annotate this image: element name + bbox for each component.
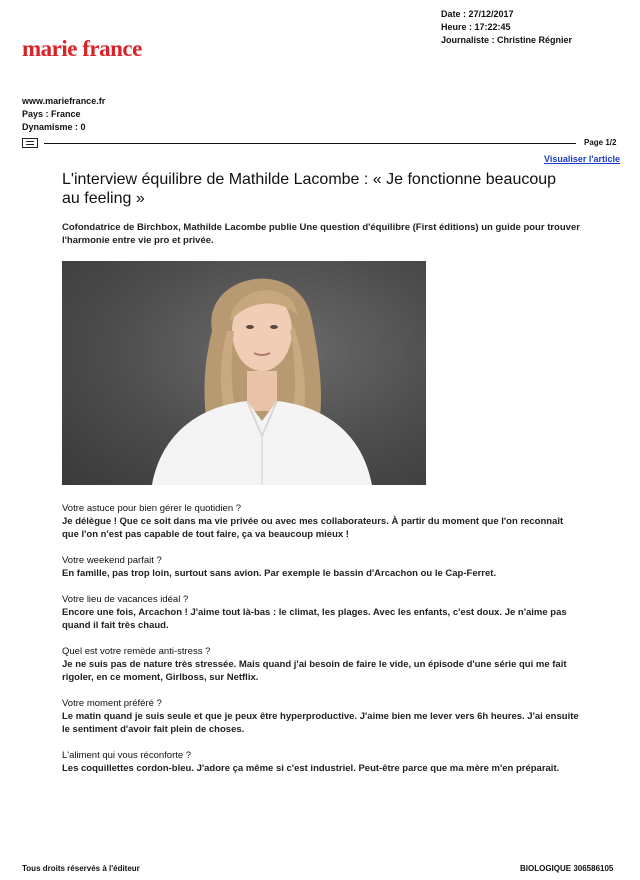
answer: En famille, pas trop loin, surtout sans avion. Par exemple le bassin d'Arcachon ou le Cap-Ferret. bbox=[62, 568, 497, 579]
interview-body bbox=[62, 502, 582, 788]
portrait-illustration bbox=[62, 261, 426, 485]
answer: Je ne suis pas de nature très stressée. Mais quand j'ai besoin de faire le vide, un épisode d'une série qui me fait rigoler, en ce moment, Girlboss, sur Netflix. bbox=[62, 659, 567, 683]
article-lede: Cofondatrice de Birchbox, Mathilde Lacombe publie Une question d'équilibre (First éditions) un guide pour trouver l'harmonie entre vie pro et privée. bbox=[62, 222, 580, 246]
question: Quel est votre remède anti-stress ? bbox=[62, 646, 211, 657]
answer: Le matin quand je suis seule et que je peux être hyperproductive. J'aime bien me lever vers 6h heures. J'ai ensuite le sentiment d'avoir fait plein de choses. bbox=[62, 711, 579, 735]
footer-rights: Tous droits réservés à l'éditeur bbox=[22, 864, 140, 873]
journalist-label: Journaliste : Christine Régnier bbox=[441, 35, 573, 45]
view-article-link[interactable]: Visualiser l'article bbox=[544, 154, 621, 164]
qa-item bbox=[62, 554, 582, 580]
time-label: Heure : 17:22:45 bbox=[441, 22, 511, 32]
article-meta bbox=[441, 8, 572, 47]
publication-logo: marie france bbox=[22, 36, 142, 61]
site-url: www.mariefrance.fr bbox=[22, 96, 106, 106]
portrait-photo bbox=[62, 261, 426, 485]
qa-item bbox=[62, 749, 582, 775]
divider bbox=[44, 143, 576, 144]
question: Votre astuce pour bien gérer le quotidien ? bbox=[62, 503, 242, 514]
article-icon bbox=[22, 138, 38, 148]
article-title: L'interview équilibre de Mathilde Lacombe : « Je fonctionne beaucoup au feeling » bbox=[62, 171, 557, 207]
page-number: Page 1/2 bbox=[584, 138, 617, 147]
date-label: Date : 27/12/2017 bbox=[441, 9, 514, 19]
footer-code: BIOLOGIQUE 306586105 bbox=[520, 864, 614, 873]
answer: Les coquillettes cordon-bleu. J'adore ça même si c'est industriel. Peut-être parce que ma mère m'en préparait. bbox=[62, 763, 560, 774]
question: Votre moment préféré ? bbox=[62, 698, 162, 709]
source-meta bbox=[22, 95, 105, 134]
question: Votre weekend parfait ? bbox=[62, 555, 162, 566]
answer: Encore une fois, Arcachon ! J'aime tout là-bas : le climat, les plages. Avec les enfants, c'est doux. Je n'aime pas quand il fait très chaud. bbox=[62, 607, 567, 631]
country-label: Pays : France bbox=[22, 109, 81, 119]
qa-item bbox=[62, 502, 582, 541]
answer: Je délègue ! Que ce soit dans ma vie privée ou avec mes collaborateurs. À partir du moment que l'on reconnaît que l'on n'est pas capable de tout faire, ça va beaucoup mieux ! bbox=[62, 516, 564, 540]
question: L'aliment qui vous réconforte ? bbox=[62, 750, 192, 761]
qa-item bbox=[62, 645, 582, 684]
qa-item bbox=[62, 697, 582, 736]
qa-item bbox=[62, 593, 582, 632]
question: Votre lieu de vacances idéal ? bbox=[62, 594, 189, 605]
dynamism-label: Dynamisme : 0 bbox=[22, 122, 86, 132]
